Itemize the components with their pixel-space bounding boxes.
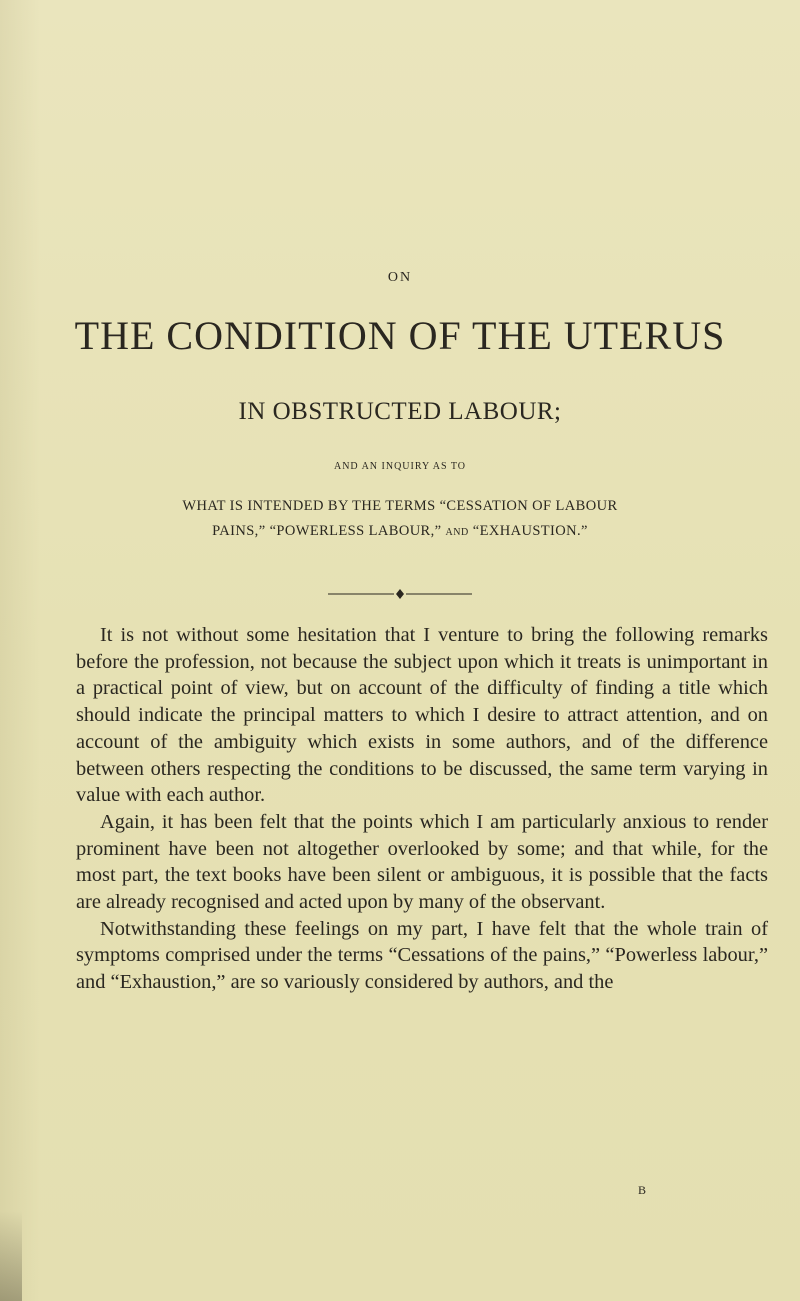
page-subtitle: IN OBSTRUCTED LABOUR;	[238, 398, 562, 425]
body-text	[76, 622, 768, 996]
terms-line-2-part-a: PAINS,” “POWERLESS LABOUR,”	[212, 523, 442, 539]
signature-mark: B	[638, 1183, 648, 1197]
ornament-divider	[328, 588, 472, 600]
page-edge-shadow	[0, 1211, 22, 1301]
paragraph: It is not without some hesitation that I venture to bring the following remarks before the profession, not because the subject upon which it treats is unimportant in a practical point of view, but on account of the difficulty of finding a title which should indicate the principal matters to which I desire to attract attention, and on account of the ambiguity which exists in some authors, and of the difference between others respecting the conditions to be discussed, the same term varying in value with each author.	[76, 624, 768, 807]
terms-line-2-part-b: “EXHAUSTION.”	[472, 523, 588, 539]
paragraph: Again, it has been felt that the points which I am particularly anxious to render prominent have been not altogether overlooked by some; and that while, for the most part, the text books have been silent or ambiguous, it is possible that the facts are already recognised and acted upon by many of the observant.	[76, 810, 768, 914]
inquiry-line: AND AN INQUIRY AS TO	[333, 461, 467, 472]
terms-line-1: WHAT IS INTENDED BY THE TERMS “CESSATION OF LABOUR	[182, 498, 618, 514]
terms-line-2	[0, 523, 800, 540]
page-title: THE CONDITION OF THE UTERUS	[74, 313, 726, 358]
paragraph: Notwithstanding these feelings on my part, I have felt that the whole train of symptoms comprised under the terms “Cessations of the pains,” “Powerless labour,” and “Exhaustion,” are so variously considered by authors, and the	[76, 917, 768, 994]
heading-on: ON	[387, 270, 413, 285]
terms-line-2-and: AND	[445, 527, 469, 538]
